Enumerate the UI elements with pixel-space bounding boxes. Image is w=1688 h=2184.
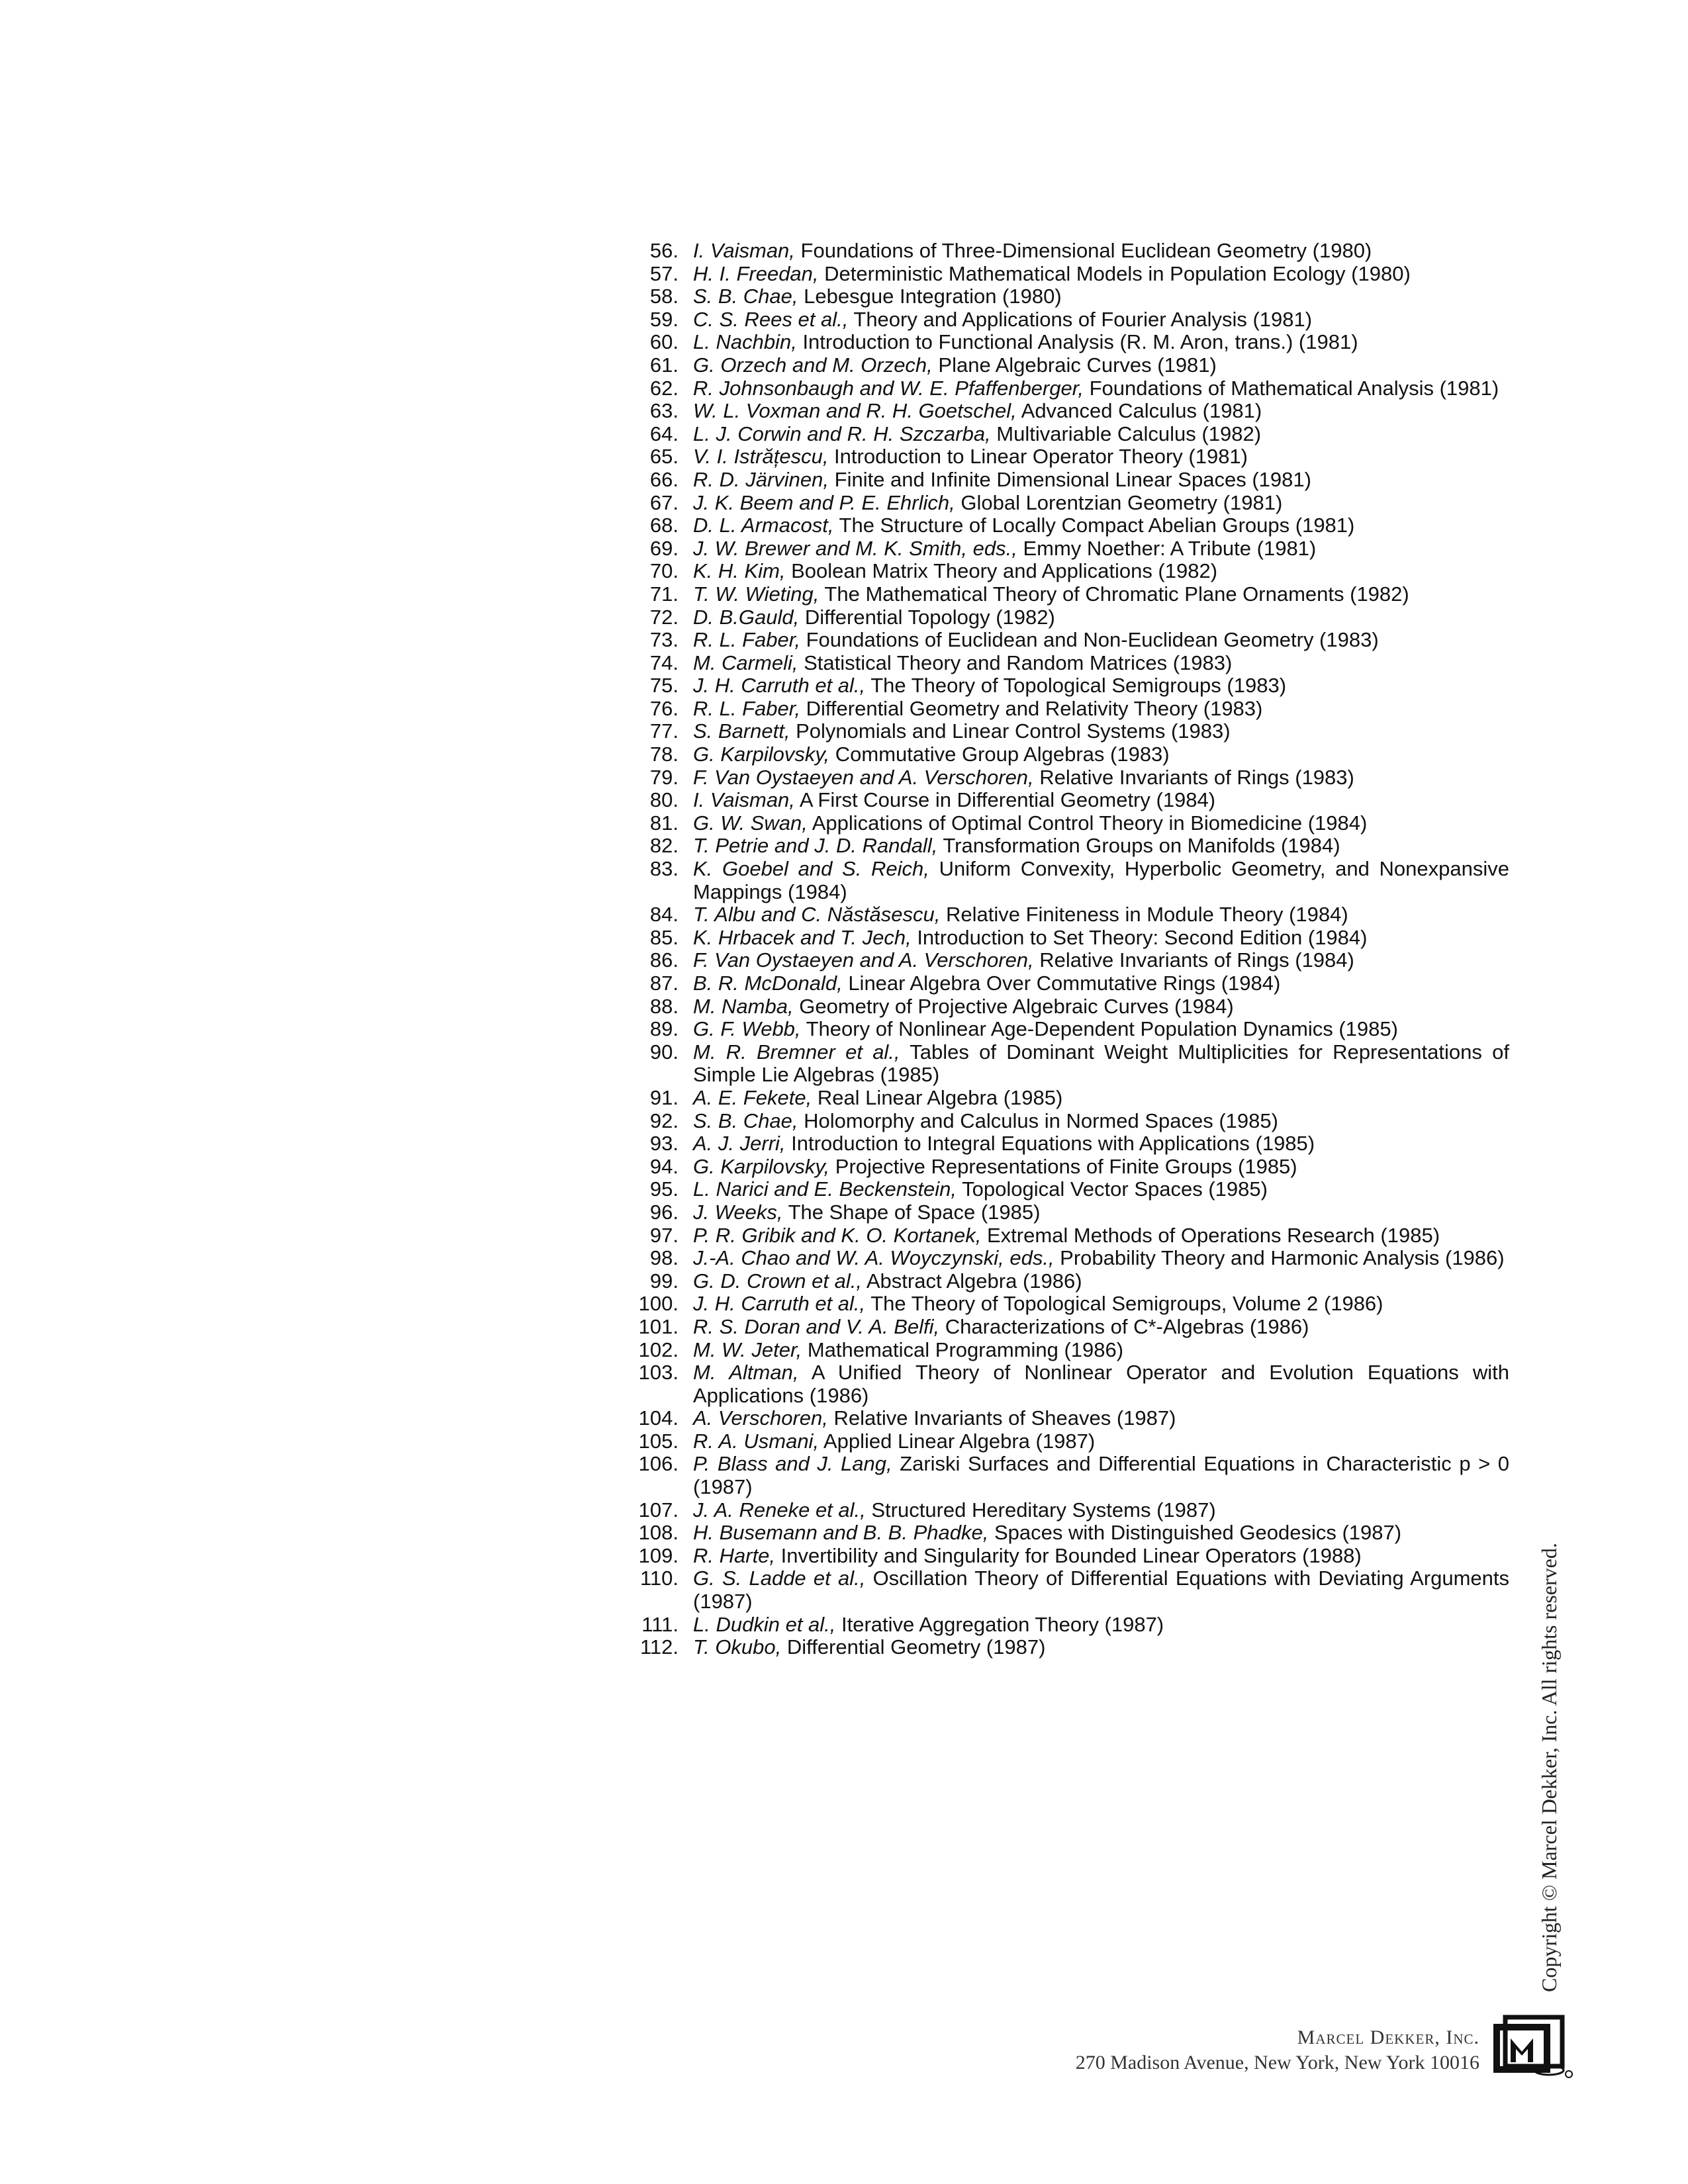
entry-number: 74. [649,651,679,674]
entry-author: G. W. Swan, [693,811,808,835]
series-entry [619,743,1509,766]
series-entry [619,903,1509,927]
entry-author: T. Petrie and J. D. Randall, [693,834,938,858]
entry-author: P. R. Gribik and K. O. Kortanek, [693,1223,982,1247]
entry-title: A Unified Theory of Nonlinear Operator and Evolution Equations with Applications (1986) [693,1361,1509,1407]
series-entry [619,1316,1509,1339]
publisher-address: 270 Madison Avenue, New York, New York 10016 [1075,2052,1479,2073]
entry-author: L. J. Corwin and R. H. Szczarba, [693,422,991,445]
entry-title: Relative Invariants of Rings (1983) [1033,765,1354,789]
series-entry [619,1087,1509,1110]
entry-author: S. Barnett, [693,719,790,743]
series-entry [619,331,1509,354]
series-entry [619,1636,1509,1659]
entry-number: 66. [649,467,679,491]
entry-number: 88. [649,994,679,1018]
entry-title: The Mathematical Theory of Chromatic Plane Ornaments (1982) [819,582,1409,606]
entry-title: Plane Algebraic Curves (1981) [932,353,1217,377]
entry-author: G. S. Ladde et al., [693,1567,866,1590]
series-entry [619,766,1509,790]
entry-title: Projective Representations of Finite Groups (1985) [829,1154,1297,1178]
entry-title: Finite and Infinite Dimensional Linear Spaces (1981) [829,467,1311,491]
entry-title: Relative Invariants of Rings (1984) [1033,948,1354,972]
entry-number: 76. [649,696,679,720]
series-entry [619,858,1509,903]
entry-number: 104. [638,1406,679,1430]
series-entry [619,629,1509,652]
series-entry [619,285,1509,308]
series-entry [619,560,1509,583]
entry-number: 106. [638,1452,679,1476]
entry-title: The Shape of Space (1985) [782,1200,1041,1224]
entry-title: The Theory of Topological Semigroups (1983) [865,674,1287,698]
entry-number: 91. [649,1085,679,1109]
series-entry [619,835,1509,858]
series-entry [619,1545,1509,1568]
entry-title: Foundations of Three-Dimensional Euclidean Geometry (1980) [794,239,1372,262]
entry-title: Iterative Aggregation Theory (1987) [835,1612,1164,1636]
entry-author: R. A. Usmani, [693,1429,820,1453]
series-entry [619,1339,1509,1362]
series-entry [619,1407,1509,1430]
entry-title: Differential Topology (1982) [799,605,1055,629]
entry-number: 58. [649,285,679,308]
entry-title: Differential Geometry and Relativity Theory (1983) [800,696,1263,720]
series-entry [619,1499,1509,1522]
entry-author: K. Goebel and S. Reich, [693,857,929,881]
entry-number: 94. [649,1154,679,1178]
entry-number: 105. [638,1429,679,1453]
entry-title: Foundations of Mathematical Analysis (1981) [1083,376,1499,400]
entry-author: M. Altman, [693,1361,799,1385]
series-entry [619,1224,1509,1248]
entry-author: R. Johnsonbaugh and W. E. Pfaffenberger, [693,376,1084,400]
entry-title: The Theory of Topological Semigroups, Volume 2 (1986) [865,1292,1383,1316]
entry-author: P. Blass and J. Lang, [693,1452,892,1476]
entry-title: Deterministic Mathematical Models in Population Ecology (1980) [818,261,1411,285]
series-entry [619,1156,1509,1179]
entry-title: Mathematical Programming (1986) [802,1338,1124,1361]
entry-author: K. H. Kim, [693,559,786,583]
entry-title: Applied Linear Algebra (1987) [819,1429,1096,1453]
entry-number: 102. [638,1338,679,1361]
entry-number: 67. [649,490,679,514]
entry-number: 80. [649,788,679,812]
entry-author: S. B. Chae, [693,1109,798,1132]
series-entry [619,469,1509,492]
entry-title: Polynomials and Linear Control Systems (1983) [790,719,1231,743]
entry-author: M. W. Jeter, [693,1338,802,1361]
entry-title: Transformation Groups on Manifolds (1984) [937,834,1340,858]
series-entry [619,1178,1509,1201]
copyright-notice: Copyright © Marcel Dekker, Inc. All rights reserved. [1537,1543,1561,1992]
entry-author: T. Albu and C. Năstăsescu, [693,903,941,927]
entry-title: Introduction to Set Theory: Second Edition (1984) [911,925,1368,949]
publisher-block [1076,2026,1479,2074]
entry-number: 95. [649,1177,679,1201]
series-entry [619,1361,1509,1407]
series-entry [619,400,1509,423]
entry-author: J. K. Beem and P. E. Ehrlich, [693,490,955,514]
entry-number: 63. [649,399,679,423]
entry-author: R. Harte, [693,1543,776,1567]
series-entry [619,698,1509,721]
series-entry [619,927,1509,950]
entry-author: R. L. Faber, [693,628,800,652]
series-entry [619,674,1509,698]
entry-title: Extremal Methods of Operations Research (1985) [981,1223,1440,1247]
entry-title: Differential Geometry (1987) [781,1635,1046,1659]
entry-number: 70. [649,559,679,583]
entry-title: Introduction to Functional Analysis (R. M. Aron, trans.) (1981) [796,330,1358,354]
entry-title: Introduction to Linear Operator Theory (1981) [828,445,1248,469]
series-entry [619,514,1509,537]
series-entry [619,995,1509,1019]
entry-title: Global Lorentzian Geometry (1981) [955,490,1283,514]
entry-author: R. S. Doran and V. A. Belfi, [693,1314,940,1338]
entry-number: 62. [649,376,679,400]
entry-author: H. Busemann and B. B. Phadke, [693,1521,989,1545]
entry-author: T. Okubo, [693,1635,782,1659]
entry-number: 109. [638,1543,679,1567]
entry-number: 100. [638,1292,679,1316]
entry-author: G. F. Webb, [693,1017,801,1041]
series-entry [619,1430,1509,1453]
entry-number: 83. [649,857,679,881]
entry-title: Foundations of Euclidean and Non-Euclidean Geometry (1983) [800,628,1379,652]
entry-author: L. Narici and E. Beckenstein, [693,1177,957,1201]
series-entry [619,1567,1509,1613]
entry-number: 60. [649,330,679,354]
entry-author: A. Verschoren, [693,1406,828,1430]
entry-number: 111. [641,1612,679,1636]
entry-title: Geometry of Projective Algebraic Curves (1984) [793,994,1234,1018]
entry-author: A. E. Fekete, [693,1085,812,1109]
entry-number: 99. [649,1269,679,1293]
series-entry [619,949,1509,972]
entry-title: Statistical Theory and Random Matrices (1983) [798,651,1233,674]
entry-author: W. L. Voxman and R. H. Goetschel, [693,399,1017,423]
entry-title: Oscillation Theory of Differential Equations with Deviating Arguments (1987) [693,1567,1509,1614]
series-entry [619,583,1509,606]
entry-number: 107. [638,1498,679,1522]
publisher-name: Marcel Dekker, Inc. [1297,2026,1479,2048]
entry-title: Linear Algebra Over Commutative Rings (1984) [842,972,1281,995]
entry-number: 103. [638,1361,679,1385]
series-entry [619,445,1509,469]
entry-author: G. D. Crown et al., [693,1269,862,1293]
entry-number: 79. [649,765,679,789]
series-entry [619,1110,1509,1133]
series-entry [619,1453,1509,1498]
entry-author: J. W. Brewer and M. K. Smith, eds., [693,536,1017,560]
series-entry [619,1270,1509,1293]
series-entry [619,1041,1509,1087]
entry-title: Theory of Nonlinear Age-Dependent Population Dynamics (1985) [800,1017,1398,1041]
entry-title: Characterizations of C*-Algebras (1986) [939,1314,1309,1338]
series-entry [619,492,1509,515]
entry-number: 85. [649,925,679,949]
entry-number: 84. [649,903,679,927]
entry-title: Emmy Noether: A Tribute (1981) [1017,536,1317,560]
entry-number: 68. [649,514,679,537]
entry-author: J. A. Reneke et al., [693,1498,866,1522]
entry-title: Relative Invariants of Sheaves (1987) [827,1406,1176,1430]
entry-author: C. S. Rees et al., [693,307,849,331]
entry-title: Boolean Matrix Theory and Applications (1982) [785,559,1218,583]
series-entry [619,263,1509,286]
entry-author: S. B. Chae, [693,285,798,308]
entry-author: M. R. Bremner et al., [693,1040,900,1064]
entry-number: 97. [649,1223,679,1247]
entry-number: 86. [649,948,679,972]
entry-number: 110. [639,1567,679,1590]
entry-number: 71. [649,582,679,606]
series-entry [619,354,1509,377]
series-entry [619,377,1509,400]
entry-number: 101. [638,1314,679,1338]
entry-author: M. Carmeli, [693,651,798,674]
entry-title: The Structure of Locally Compact Abelian Groups (1981) [833,514,1355,537]
entry-author: J. H. Carruth et al., [693,1292,866,1316]
entry-title: Topological Vector Spaces (1985) [957,1177,1268,1201]
entry-author: A. J. Jerri, [693,1132,786,1156]
entry-title: Invertibility and Singularity for Bounded Linear Operators (1988) [775,1543,1362,1567]
entry-number: 57. [649,261,679,285]
entry-author: T. W. Wieting, [693,582,820,606]
entry-author: L. Dudkin et al., [693,1612,836,1636]
entry-number: 59. [649,307,679,331]
entry-number: 73. [649,628,679,652]
entry-author: I. Vaisman, [693,239,795,262]
entry-author: H. I. Freedan, [693,261,819,285]
entry-number: 87. [649,972,679,995]
series-entry [619,1614,1509,1637]
entry-title: Multivariable Calculus (1982) [990,422,1262,445]
entry-title: Uniform Convexity, Hyperbolic Geometry, and Nonexpansive Mappings (1984) [693,857,1509,903]
entry-author: J. H. Carruth et al., [693,674,866,698]
entry-title: Real Linear Algebra (1985) [812,1085,1063,1109]
series-entry [619,537,1509,561]
series-entry [619,308,1509,332]
entry-number: 65. [649,445,679,469]
entry-author: F. Van Oystaeyen and A. Verschoren, [693,765,1034,789]
entry-author: G. Karpilovsky, [693,1154,830,1178]
entry-number: 72. [649,605,679,629]
entry-number: 90. [649,1040,679,1064]
series-entry [619,606,1509,629]
entry-title: Spaces with Distinguished Geodesics (1987) [988,1521,1402,1545]
entry-number: 78. [649,743,679,766]
entry-number: 98. [649,1246,679,1270]
series-list [619,240,1509,1659]
entry-number: 89. [649,1017,679,1041]
entry-author: V. I. Istrățescu, [693,445,829,469]
entry-title: Probability Theory and Harmonic Analysis (1986) [1054,1246,1505,1270]
entry-author: R. D. Järvinen, [693,467,829,491]
series-entry [619,240,1509,263]
series-entry [619,652,1509,675]
series-entry [619,1018,1509,1041]
entry-number: 64. [649,422,679,445]
entry-title: Zariski Surfaces and Differential Equations in Characteristic p > 0 (1987) [693,1452,1509,1499]
entry-author: K. Hrbacek and T. Jech, [693,925,912,949]
entry-author: D. L. Armacost, [693,514,834,537]
entry-author: B. R. McDonald, [693,972,843,995]
entry-author: L. Nachbin, [693,330,797,354]
series-entry [619,423,1509,446]
series-entry [619,1293,1509,1316]
series-entry [619,812,1509,835]
entry-number: 77. [649,719,679,743]
entry-title: Holomorphy and Calculus in Normed Spaces (1985) [798,1109,1278,1132]
entry-author: G. Orzech and M. Orzech, [693,353,933,377]
entry-number: 81. [649,811,679,835]
entry-number: 112. [639,1635,679,1659]
entry-author: F. Van Oystaeyen and A. Verschoren, [693,948,1034,972]
series-entry [619,972,1509,995]
entry-number: 82. [649,834,679,858]
series-entry [619,1522,1509,1545]
series-entry [619,720,1509,743]
entry-author: G. Karpilovsky, [693,743,830,766]
entry-title: Relative Finiteness in Module Theory (1984) [940,903,1348,927]
series-entry [619,789,1509,812]
entry-title: Abstract Algebra (1986) [861,1269,1082,1293]
entry-title: Commutative Group Algebras (1983) [829,743,1170,766]
entry-author: J.-A. Chao and W. A. Woyczynski, eds., [693,1246,1055,1270]
entry-title: Theory and Applications of Fourier Analysis (1981) [848,307,1313,331]
entry-number: 61. [649,353,679,377]
entry-title: Lebesgue Integration (1980) [798,285,1062,308]
entry-author: D. B.Gauld, [693,605,800,629]
entry-title: Introduction to Integral Equations with Applications (1985) [785,1132,1315,1156]
entry-number: 92. [649,1109,679,1132]
publisher-logo-icon [1491,2012,1574,2078]
entry-title: Tables of Dominant Weight Multiplicities for Representations of Simple Lie Algebras (1985) [693,1040,1509,1087]
series-entry [619,1132,1509,1156]
entry-author: J. Weeks, [693,1200,783,1224]
entry-title: Structured Hereditary Systems (1987) [865,1498,1216,1522]
entry-number: 93. [649,1132,679,1156]
entry-author: I. Vaisman, [693,788,795,812]
entry-number: 75. [649,674,679,698]
entry-title: Advanced Calculus (1981) [1016,399,1262,423]
entry-number: 56. [649,239,679,262]
entry-number: 69. [649,536,679,560]
series-entry [619,1247,1509,1270]
entry-title: Applications of Optimal Control Theory in Biomedicine (1984) [807,811,1368,835]
entry-number: 96. [649,1200,679,1224]
entry-author: R. L. Faber, [693,696,800,720]
entry-author: M. Namba, [693,994,794,1018]
series-entry [619,1201,1509,1224]
entry-title: A First Course in Differential Geometry (1984) [794,788,1216,812]
entry-number: 108. [638,1521,679,1545]
